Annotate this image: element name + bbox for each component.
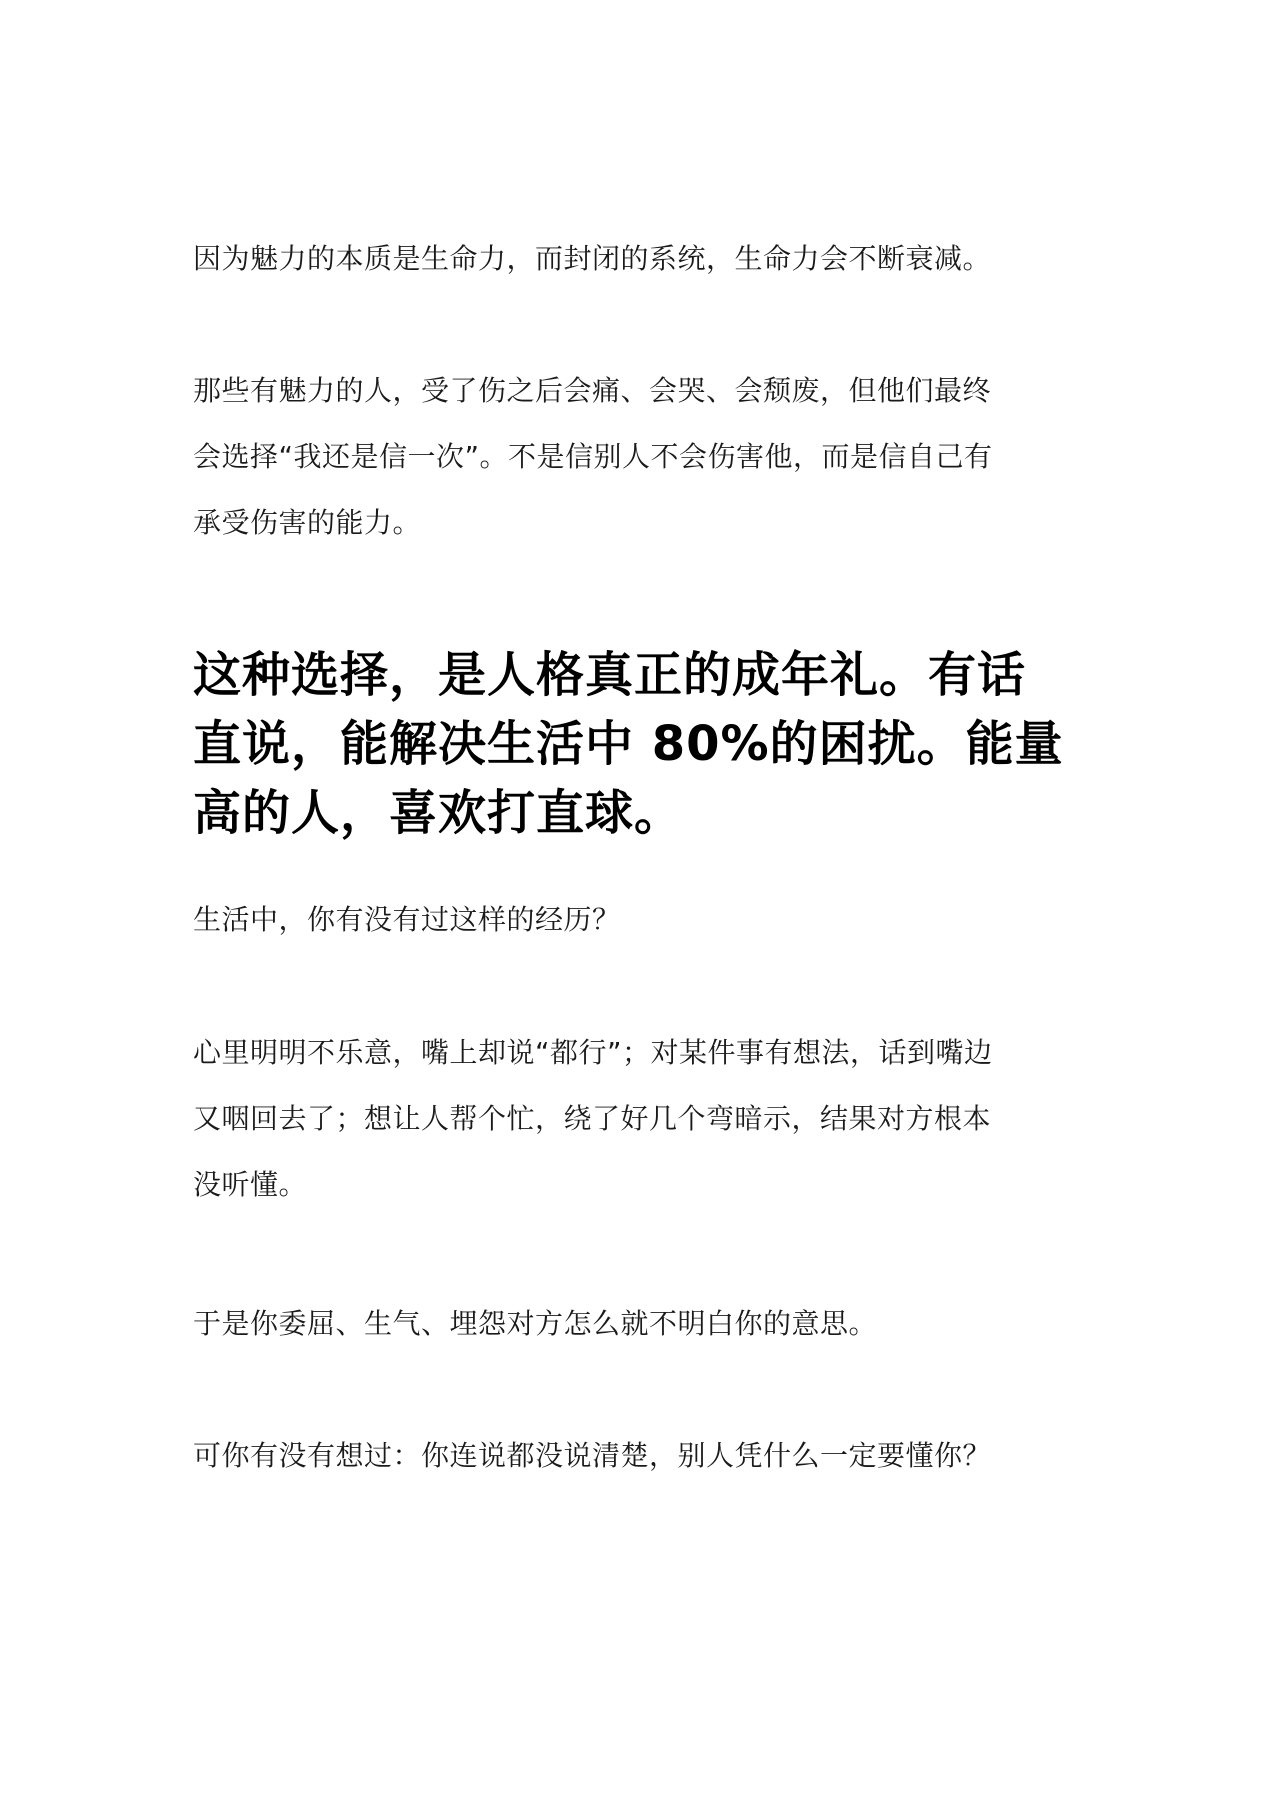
paragraph-grievance bbox=[193, 1291, 1093, 1357]
text-line: 生活中，你有没有过这样的经历？ bbox=[193, 903, 621, 936]
text-line: 因为魅力的本质是生命力，而封闭的系统，生命力会不断衰减。 bbox=[193, 242, 992, 275]
heading-line: 直说，能解决生活中 80%的困扰。能量 bbox=[193, 716, 1064, 772]
section-heading bbox=[193, 641, 1093, 848]
text-line: 那些有魅力的人，受了伤之后会痛、会哭、会颓废，但他们最终 bbox=[193, 374, 992, 407]
paragraph-experience bbox=[193, 1020, 1093, 1218]
text-line: 又咽回去了；想让人帮个忙，绕了好几个弯暗示，结果对方根本 bbox=[193, 1102, 992, 1135]
paragraph-charming-people bbox=[193, 358, 1093, 556]
paragraph-charm-essence bbox=[193, 226, 1093, 292]
heading-line: 高的人，喜欢打直球。 bbox=[193, 785, 684, 841]
heading-line: 这种选择，是人格真正的成年礼。有话 bbox=[193, 647, 1027, 703]
paragraph-reflection bbox=[193, 1423, 1093, 1489]
text-line: 会选择“我还是信一次”。不是信别人不会伤害他，而是信自己有 bbox=[193, 440, 993, 473]
text-line: 可你有没有想过：你连说都没说清楚，别人凭什么一定要懂你？ bbox=[193, 1439, 992, 1472]
text-line: 心里明明不乐意，嘴上却说“都行”；对某件事有想法，话到嘴边 bbox=[193, 1036, 993, 1069]
text-line: 没听懂。 bbox=[193, 1168, 308, 1201]
paragraph-question bbox=[193, 887, 1093, 953]
text-line: 承受伤害的能力。 bbox=[193, 506, 422, 539]
text-line: 于是你委屈、生气、埋怨对方怎么就不明白你的意思。 bbox=[193, 1307, 878, 1340]
